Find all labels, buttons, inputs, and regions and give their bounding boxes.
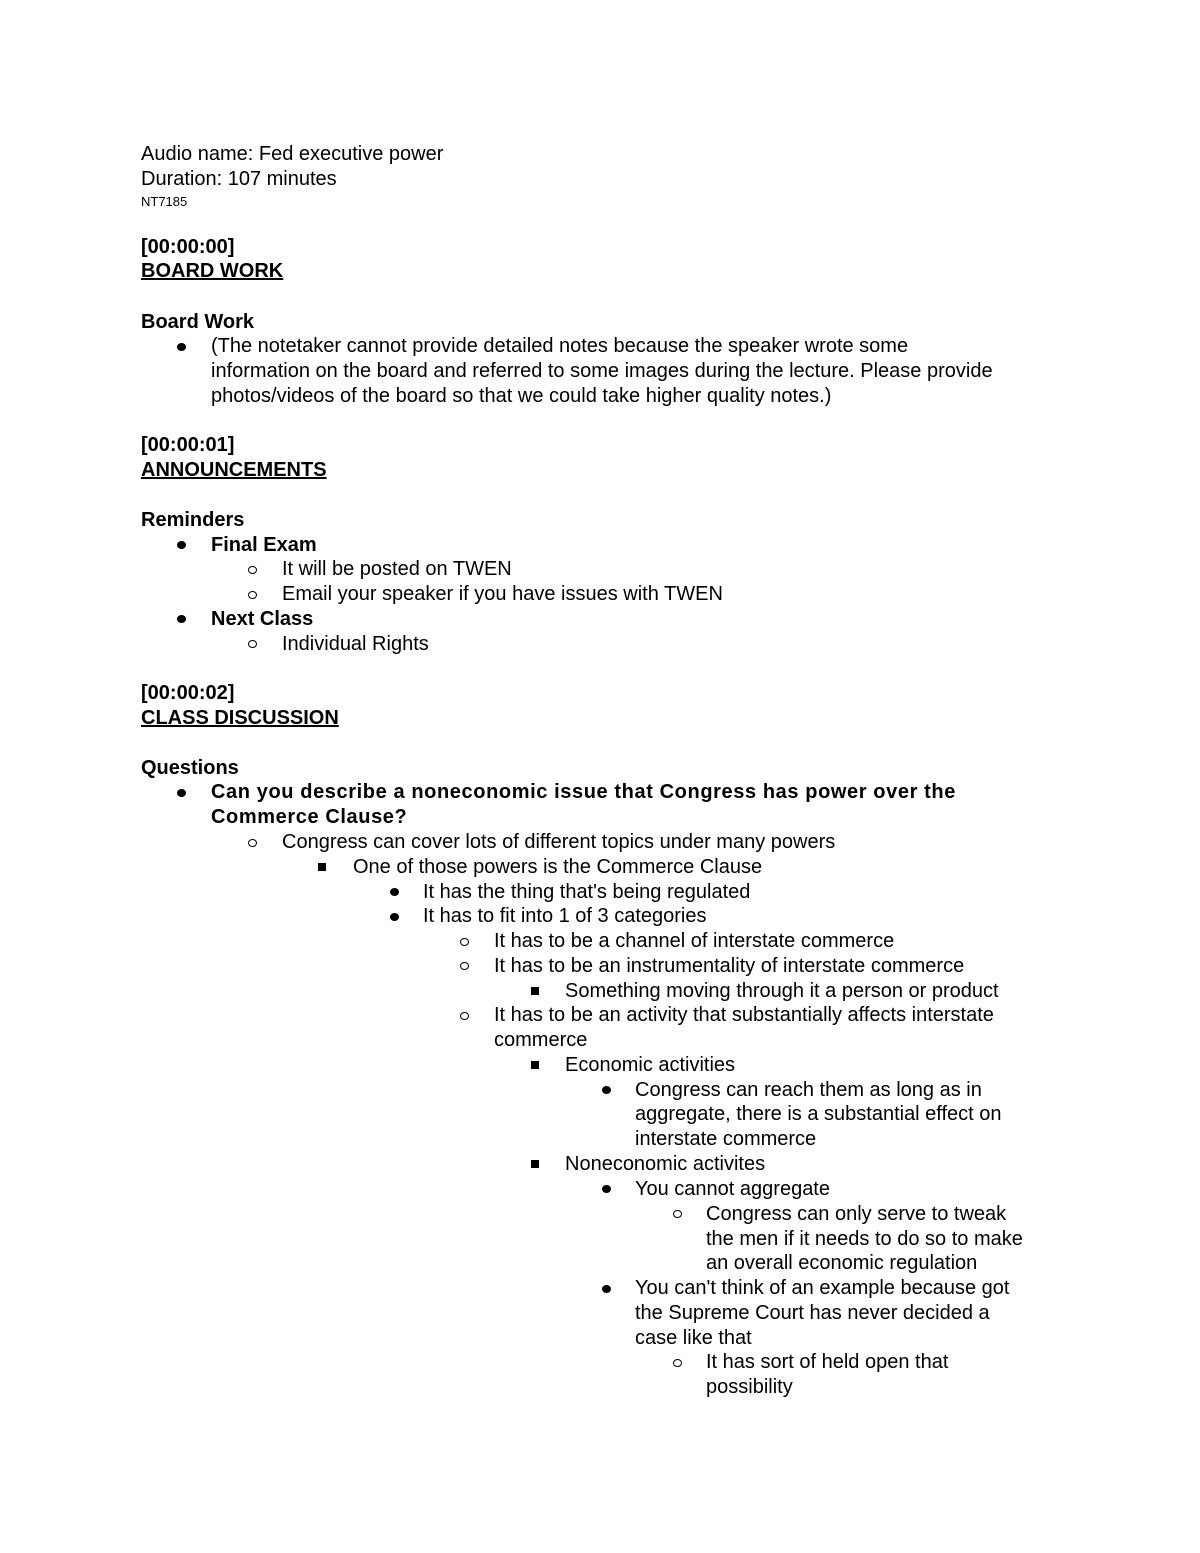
list-item: It has to fit into 1 of 3 categories [423,905,707,927]
list-item: Congress can reach them as long as in [635,1079,982,1101]
bullet-dot-icon [602,1185,611,1193]
list-item: It has to be a channel of interstate commerce [494,930,895,952]
bullet-circle-icon [460,962,469,970]
list-item: commerce [494,1029,588,1051]
bullet-square-icon [531,1061,539,1069]
bullet-square-icon [318,863,326,871]
bullet-circle-icon [673,1359,682,1367]
bullet-square-icon [531,1160,539,1168]
list-item: an overall economic regulation [706,1252,978,1274]
duration: Duration: 107 minutes [141,168,337,190]
list-item: It has the thing that's being regulated [423,881,751,903]
list-item: possibility [706,1376,793,1398]
bullet-dot-icon [177,615,186,623]
list-item: It has sort of held open that [706,1351,949,1373]
bullet-square-icon [531,987,539,995]
list-item: Noneconomic activites [565,1153,766,1175]
section-title-board-work: BOARD WORK [141,260,284,282]
timestamp-class-discussion: [00:00:02] [141,682,235,704]
list-item: Congress can only serve to tweak [706,1203,1007,1225]
section-title-class-discussion: CLASS DISCUSSION [141,707,339,729]
list-item: interstate commerce [635,1128,817,1150]
list-item: Economic activities [565,1054,736,1076]
list-item: Congress can cover lots of different topics under many powers [282,831,836,853]
bullet-dot-icon [177,789,186,797]
final-exam-heading: Final Exam [211,534,317,556]
bullet-dot-icon [177,343,186,351]
bullet-circle-icon [460,1012,469,1020]
bullet-circle-icon [673,1210,682,1218]
list-item: One of those powers is the Commerce Clause [353,856,763,878]
notetaker-code: NT7185 [141,194,188,209]
bullet-circle-icon [248,839,257,847]
board-work-note-line: (The notetaker cannot provide detailed notes because the speaker wrote some [211,335,909,357]
bullet-dot-icon [602,1285,611,1293]
next-class-heading: Next Class [211,608,314,630]
list-item: It has to be an instrumentality of interstate commerce [494,955,965,977]
list-item: It will be posted on TWEN [282,558,512,580]
list-item: Email your speaker if you have issues with TWEN [282,583,723,605]
board-work-note-line: photos/videos of the board so that we could take higher quality notes.) [211,385,832,407]
list-item: Individual Rights [282,633,429,655]
subheading-board-work: Board Work [141,311,254,333]
bullet-circle-icon [248,591,257,599]
timestamp-announcements: [00:00:01] [141,434,235,456]
list-item: aggregate, there is a substantial effect on [635,1103,1002,1125]
board-work-note-line: information on the board and referred to some images during the lecture. Please provide [211,360,993,382]
bullet-circle-icon [248,566,257,574]
bullet-circle-icon [248,640,257,648]
bullet-circle-icon [460,938,469,946]
list-item: the men if it needs to do so to make [706,1228,1023,1250]
timestamp-board-work: [00:00:00] [141,236,235,258]
question-line: Can you describe a noneconomic issue that Congress has power over the [211,781,956,803]
bullet-dot-icon [390,913,399,921]
list-item: the Supreme Court has never decided a [635,1302,990,1324]
list-item: case like that [635,1327,752,1349]
section-title-announcements: ANNOUNCEMENTS [141,459,327,481]
audio-name: Audio name: Fed executive power [141,143,444,165]
subheading-reminders: Reminders [141,509,245,531]
question-line: Commerce Clause? [211,806,408,828]
list-item: Something moving through it a person or product [565,980,999,1002]
bullet-dot-icon [177,541,186,549]
subheading-questions: Questions [141,757,239,779]
bullet-dot-icon [390,888,399,896]
bullet-dot-icon [602,1086,611,1094]
list-item: It has to be an activity that substantially affects interstate [494,1004,994,1026]
list-item: You can't think of an example because got [635,1277,1010,1299]
list-item: You cannot aggregate [635,1178,830,1200]
